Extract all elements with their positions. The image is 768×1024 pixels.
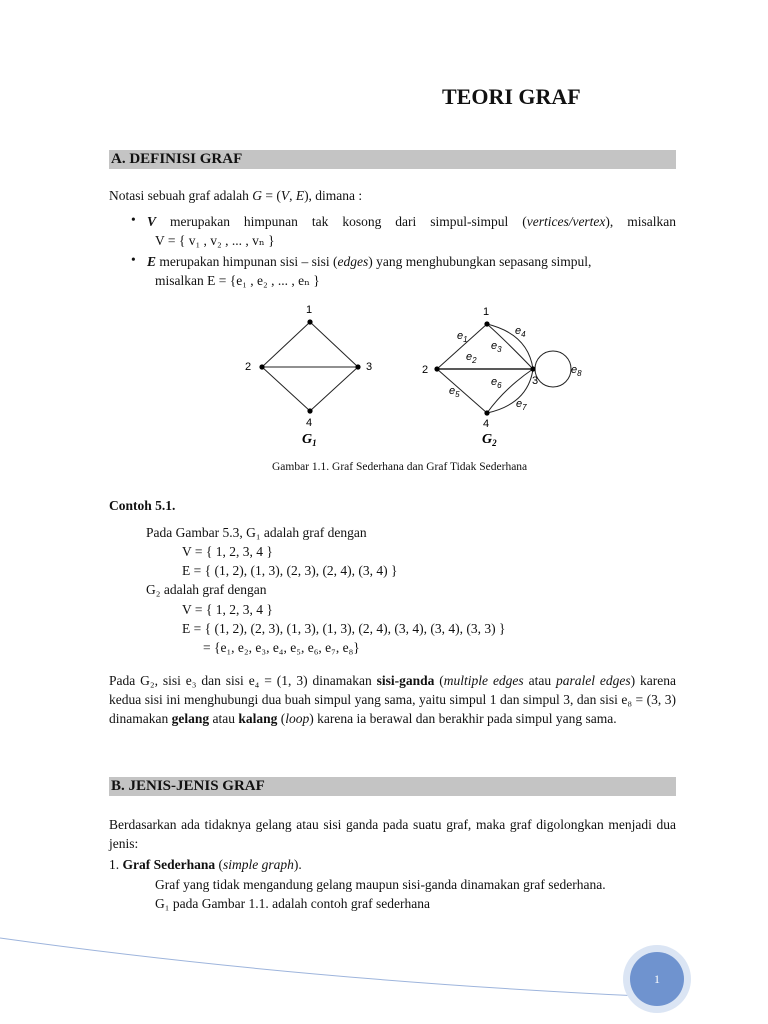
footer-decoration	[0, 920, 768, 1024]
example-line-2: V = { 1, 2, 3, 4 }	[182, 544, 273, 559]
g2-label-2: 2	[422, 364, 429, 376]
page-number: 1	[654, 972, 660, 986]
edge-label-e7: $e_7$	[516, 398, 527, 412]
edge-label-e1: $e_1$	[457, 330, 468, 344]
g1-node-3	[355, 364, 360, 369]
g1-node-1	[307, 319, 312, 324]
simple-graph-example: G₁ pada Gambar 1.1. adalah contoh graf sederhana	[155, 896, 430, 911]
bullet-dot: •	[131, 252, 136, 267]
example-line-7: = {e₁, e₂, e₃, e₄, e₅, e₆, e₇, e₈}	[203, 640, 360, 655]
graph-g1	[262, 322, 358, 411]
edge-label-e5: $e_5$	[449, 385, 460, 399]
section-heading-b: B. JENIS-JENIS GRAF	[109, 777, 676, 796]
section-heading-a: A. DEFINISI GRAF	[109, 150, 676, 169]
simple-graph-desc: Graf yang tidak mengandung gelang maupun sisi-ganda dinamakan graf sederhana.	[155, 877, 606, 892]
g2-label-4: 4	[483, 418, 490, 430]
g2-label-3: 3	[532, 375, 539, 387]
g1-label-2: 2	[245, 361, 252, 373]
g1-label-1: 1	[306, 304, 313, 316]
g1-node-2	[259, 364, 264, 369]
jenis-intro: Berdasarkan ada tidaknya gelang atau sisi ganda pada suatu graf, maka graf digolongkan menjadi dua jenis:	[109, 817, 676, 851]
example-line-5: V = { 1, 2, 3, 4 }	[182, 602, 273, 617]
edge-label-e3: $e_3$	[491, 340, 502, 354]
edge-label-e6: $e_6$	[491, 376, 502, 390]
bullet-dot: •	[131, 212, 136, 227]
g2-node-1	[484, 321, 489, 326]
example-line-1: Pada Gambar 5.3, G₁ adalah graf dengan	[146, 525, 367, 540]
g1-label-3: 3	[366, 361, 373, 373]
example-heading: Contoh 5.1.	[109, 498, 176, 513]
edge-label-e8: $e_8$	[571, 364, 582, 378]
list-item-simple-graph: 1. Graf Sederhana (simple graph).	[109, 857, 302, 872]
g2-node-4	[484, 410, 489, 415]
edge-label-e2: $e_2$	[466, 351, 477, 365]
notation-line: Notasi sebuah graf adalah G = (V, E), dimana :	[109, 188, 363, 203]
edge-label-e4: $e_4$	[515, 325, 526, 339]
graph-figure	[0, 0, 768, 460]
g2-name: $G_2$	[482, 432, 497, 448]
example-line-3: E = { (1, 2), (1, 3), (2, 3), (2, 4), (3, 4) }	[182, 563, 398, 578]
footer-line	[0, 938, 640, 996]
g1-name: $G_1$	[302, 432, 317, 448]
g2-node-3	[530, 366, 535, 371]
multiple-edges-paragraph: Pada G₂, sisi e₃ dan sisi e₄ = (1, 3) dinamakan sisi-ganda (multiple edges atau paralel edges) karena kedua sisi ini menghubungi dua buah simpul yang sama, yaitu simpul 1 dan simpul 3, dan sisi e₈ = (3, 3) dinamakan gelang atau kalang (loop) karena ia berawal dan berakhir pada simpul yang sama.	[109, 673, 676, 726]
g2-node-2	[434, 366, 439, 371]
vertex-set: V = { v₁ , v₂ , ... , vₙ }	[155, 233, 275, 248]
g1-node-4	[307, 408, 312, 413]
g2-label-1: 1	[483, 306, 490, 318]
g1-label-4: 4	[306, 417, 313, 429]
edge-set: misalkan E = {e₁ , e₂ , ... , eₙ }	[155, 273, 320, 288]
example-line-6: E = { (1, 2), (2, 3), (1, 3), (1, 3), (2, 4), (3, 4), (3, 4), (3, 3) }	[182, 621, 506, 636]
example-line-4: G₂ adalah graf dengan	[146, 582, 267, 597]
